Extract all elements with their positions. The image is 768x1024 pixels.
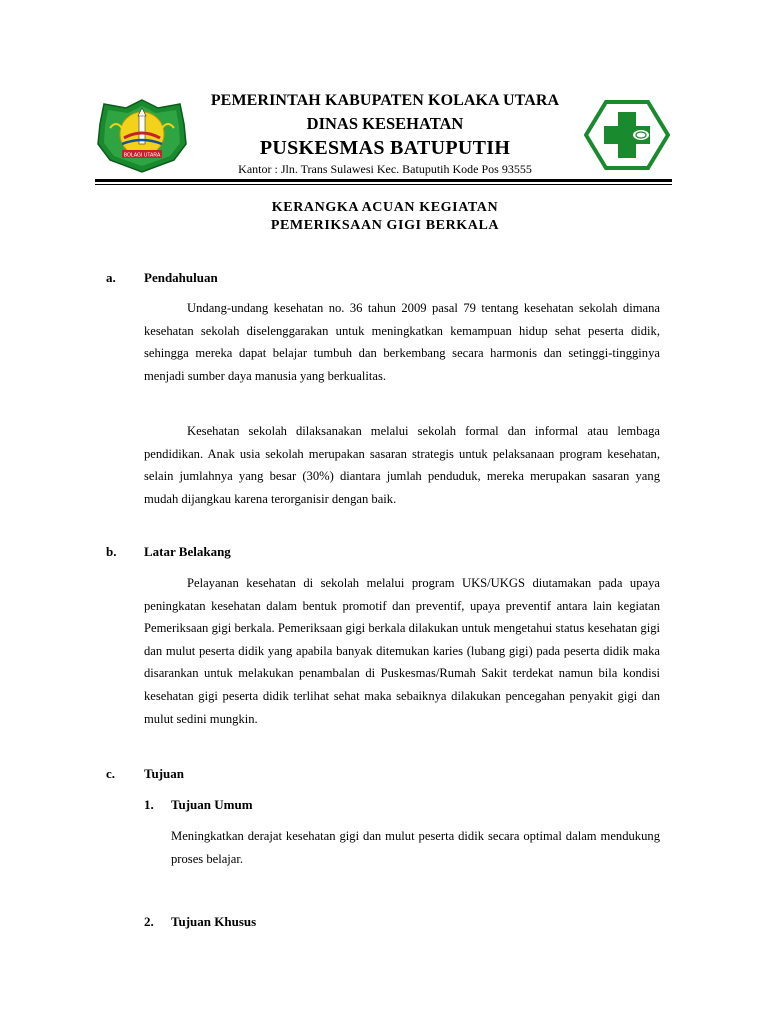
- section-b-paragraph-1: Pelayanan kesehatan di sekolah melalui program UKS/UKGS diutamakan pada upaya peningkatan kesehatan dalam bentuk promotif dan preventif, upaya preventif antara lain kegiatan Pemeriksaan gigi berkala. Pemeriksaan gigi berkala dilakukan untuk mengetahui status kesehatan gigi dan mulut peserta didik yang apabila banyak ditemukan karies (lubang gigi) pada peserta didik maka disarankan untuk melakukan penambalan di Puskesmas/Rumah Sakit terdekat namun bila kondisi kesehatan gigi peserta didik terlihat sehat maka sebaiknya dilakukan pencegahan penyakit gigi dan mulut sedini mungkin.: [144, 576, 660, 726]
- letterhead-government: PEMERINTAH KABUPATEN KOLAKA UTARA: [210, 92, 560, 109]
- subsection-2-title: Tujuan Khusus: [171, 914, 257, 929]
- subsection-1-text: Meningkatkan derajat kesehatan gigi dan mulut peserta didik secara optimal dalam mendukung proses belajar.: [171, 829, 660, 866]
- emblem-banner-text: BOLAGI UTARA: [123, 152, 161, 159]
- section-a-paragraph-2: Kesehatan sekolah dilaksanakan melalui sekolah formal dan informal atau lembaga pendidikan. Anak usia sekolah merupakan sasaran strategis untuk pelaksanaan program kesehatan, selain jumlahnya yang besar (30%) diantara jumlah penduduk, mereka merupakan sasaran yang mudah dijangkau karena terorganisir dengan baik.: [144, 424, 660, 506]
- subsection-2-number: 2.: [144, 914, 154, 929]
- section-c-title: Tujuan: [144, 766, 184, 781]
- letterhead-address: Kantor : Jln. Trans Sulawesi Kec. Batuputih Kode Pos 93555: [238, 162, 532, 176]
- section-c-letter: c.: [106, 766, 116, 781]
- section-b-title: Latar Belakang: [144, 544, 231, 559]
- letterhead-department: DINAS KESEHATAN: [306, 114, 464, 133]
- letterhead-rule-thick: [95, 179, 672, 182]
- document-title-line2: PEMERIKSAAN GIGI BERKALA: [270, 218, 500, 233]
- letterhead-rule-thin: [95, 184, 672, 185]
- subsection-1-number: 1.: [144, 797, 154, 812]
- document-title-line1: KERANGKA ACUAN KEGIATAN: [271, 200, 499, 215]
- letterhead-puskesmas: PUSKESMAS BATUPUTIH: [259, 137, 511, 159]
- section-a-paragraph-1: Undang-undang kesehatan no. 36 tahun 2009 pasal 79 tentang kesehatan sekolah dimana kesehatan sekolah diselenggarakan untuk meningkatkan kemampuan hidup sehat peserta didik, sehingga mereka dapat belajar tumbuh dan berkembang secara harmonis dan setinggi-tingginya menjadi sumber daya manusia yang berkualitas.: [144, 301, 660, 383]
- section-a-title: Pendahuluan: [144, 270, 218, 285]
- section-a-letter: a.: [106, 270, 116, 285]
- section-b-letter: b.: [106, 544, 117, 559]
- subsection-1-title: Tujuan Umum: [171, 797, 253, 812]
